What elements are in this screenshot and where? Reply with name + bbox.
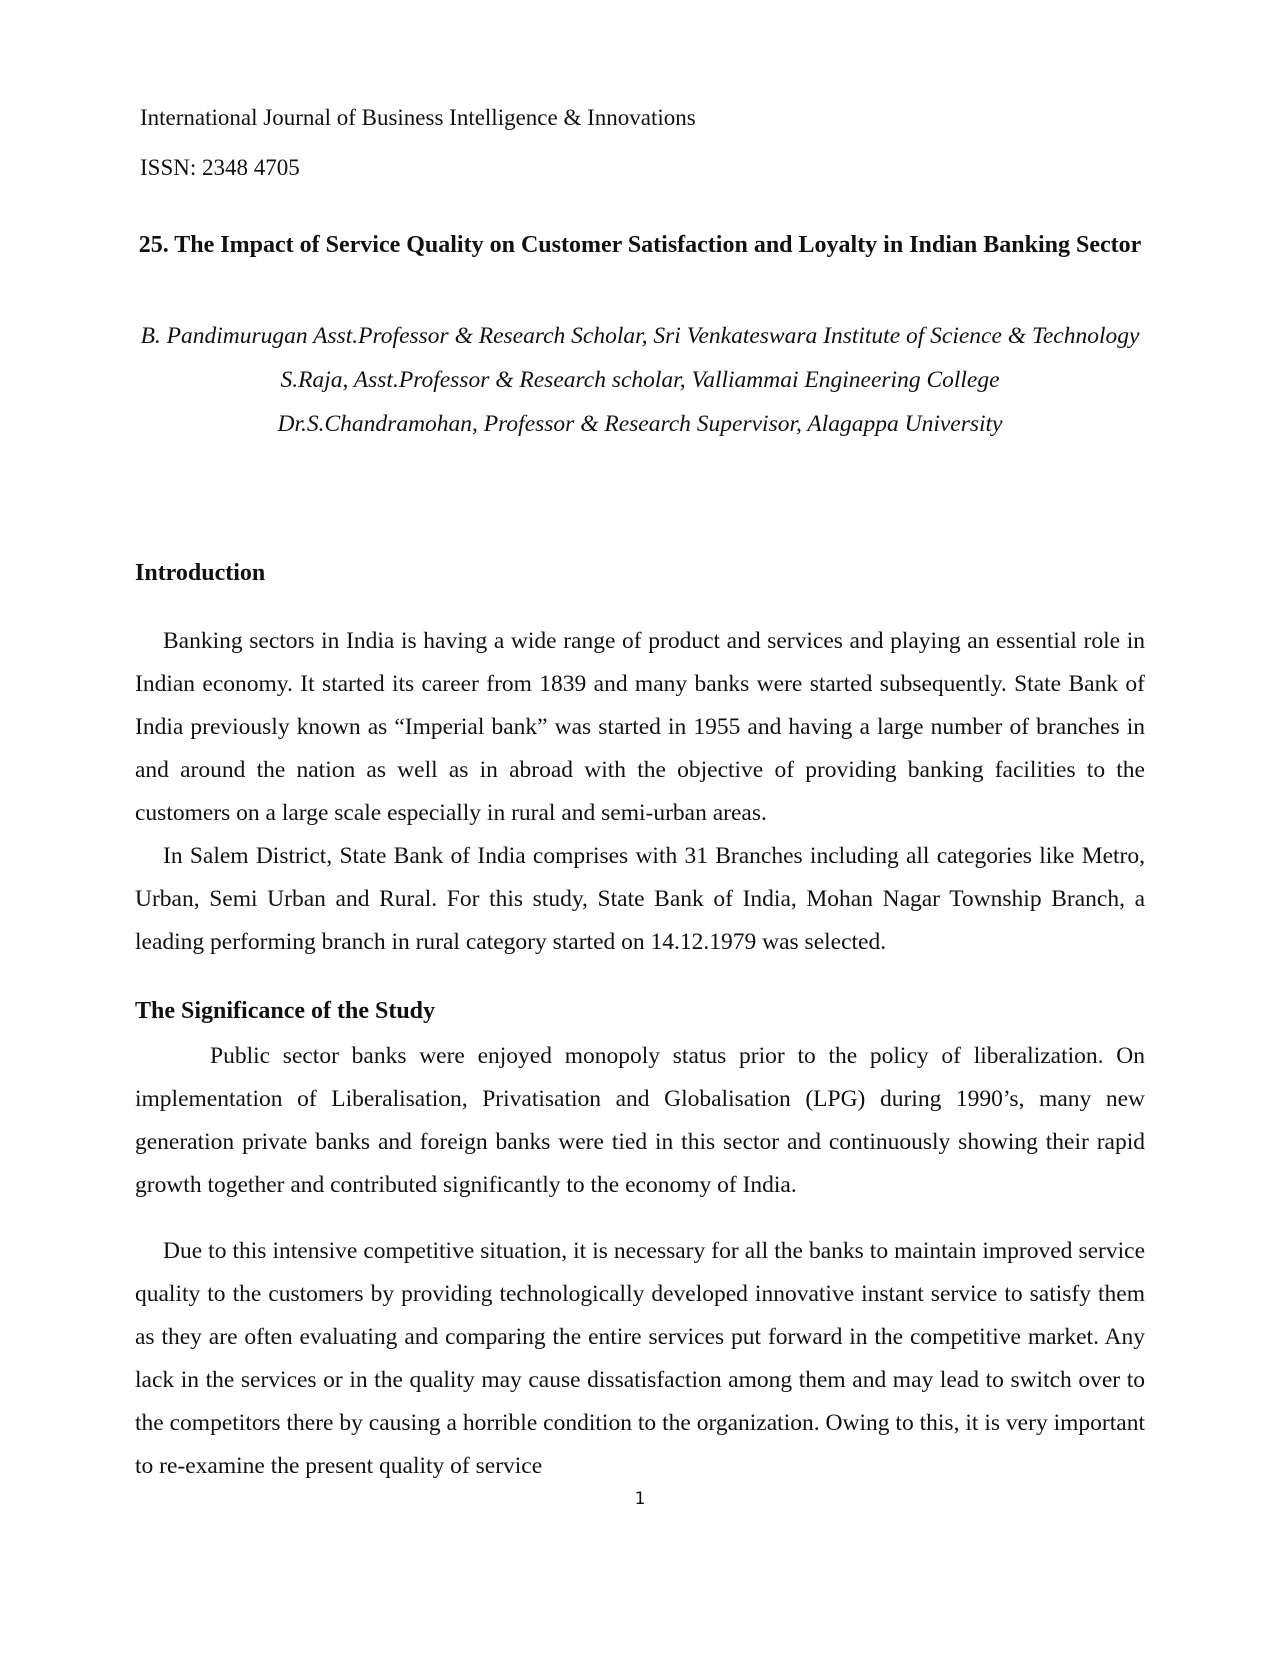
introduction-paragraph: In Salem District, State Bank of India comprises with 31 Branches including all categories like Metro, Urban, Semi Urban and Rural. For this study, State Bank of India, Mohan Nagar Township Branch, a leading performing branch in rural category started on 14.12.1979 was selected. (135, 843, 1145, 955)
author-affiliation: B. Pandimurugan Asst.Professor & Research Scholar, Sri Venkateswara Institute of Science & Technology (140, 323, 1140, 349)
issn-number: ISSN: 2348 4705 (140, 155, 300, 180)
significance-paragraph: Due to this intensive competitive situation, it is necessary for all the banks to maintain improved service quality to the customers by providing technologically developed innovative instant service to satisfy them as they are often evaluating and comparing the entire services put forward in the competitive market. Any lack in the services or in the quality may cause dissatisfaction among them and may lead to switch over to the competitors there by causing a horrible condition to the organization. Owing to this, it is very important to re-examine the present quality of service (135, 1238, 1145, 1479)
journal-name: International Journal of Business Intelligence & Innovations (140, 105, 696, 130)
significance-paragraph: Public sector banks were enjoyed monopoly status prior to the policy of liberalization. On implementation of Liberalisation, Privatisation and Globalisation (LPG) during 1990’s, many new generation private banks and foreign banks were tied in this sector and continuously showing their rapid growth together and contributed significantly to the economy of India. (135, 1043, 1145, 1198)
page-number: 1 (634, 1489, 646, 1509)
introduction-paragraph: Banking sectors in India is having a wide range of product and services and playing an essential role in Indian economy. It started its career from 1839 and many banks were started subsequently. State Bank of India previously known as “Imperial bank” was started in 1955 and having a large number of branches in and around the nation as well as in abroad with the objective of providing banking facilities to the customers on a large scale especially in rural and semi-urban areas. (135, 628, 1145, 826)
introduction-heading: Introduction (135, 560, 266, 586)
author-list (135, 314, 1145, 446)
author-affiliation: S.Raja, Asst.Professor & Research scholar, Valliammai Engineering College (280, 367, 1000, 393)
paper-title: 25. The Impact of Service Quality on Customer Satisfaction and Loyalty in Indian Banking Sector (138, 232, 1142, 258)
significance-heading: The Significance of the Study (135, 998, 436, 1024)
author-affiliation: Dr.S.Chandramohan, Professor & Research Supervisor, Alagappa University (277, 411, 1003, 437)
